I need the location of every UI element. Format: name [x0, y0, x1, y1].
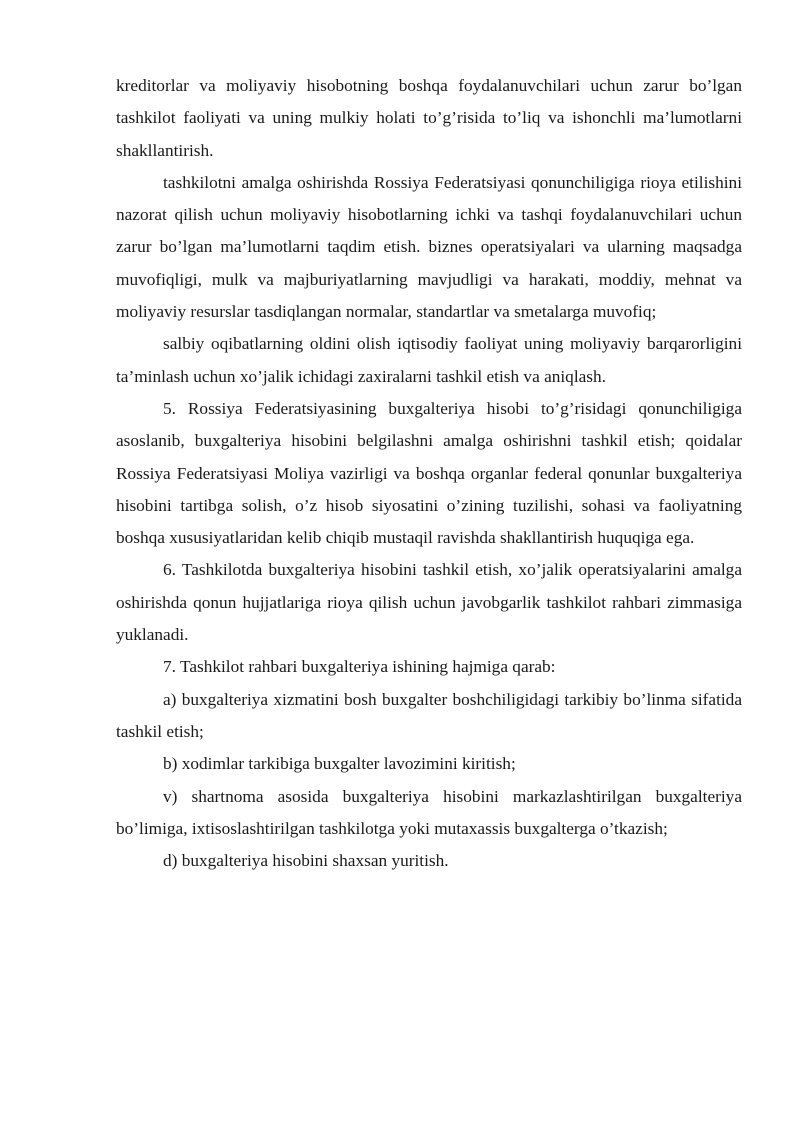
paragraph-item-6: 6. Tashkilotda buxgalteriya hisobini tashkil etish, xo’jalik operatsiyalarini amalga oshirishda qonun hujjatlariga rioya qilish uchun javobgarlik tashkilot rahbari zimmasiga yuklanadi. [116, 560, 742, 645]
paragraph-reserves: salbiy oqibatlarning oldini olish iqtisodiy faoliyat uning moliyaviy barqarorligini ta’minlash uchun xo’jalik ichidagi zaxiralarni tashkil etish va aniqlash. [116, 334, 742, 386]
list-item-d: d) buxgalteriya hisobini shaxsan yuritish. [163, 851, 449, 871]
list-item-a: a) buxgalteriya xizmatini bosh buxgalter boshchiligidagi tarkibiy bo’linma sifatida tashkil etish; [116, 689, 742, 741]
list-item-v: v) shartnoma asosida buxgalteriya hisobini markazlashtirilgan buxgalteriya bo’limiga, ixtisoslashtirilgan tashkilotga yoki mutaxassis buxgalterga o’tkazish; [116, 786, 742, 838]
list-item-b: b) xodimlar tarkibiga buxgalter lavozimini kiritish; [163, 754, 516, 774]
paragraph-item-5: 5. Rossiya Federatsiyasining buxgalteriya hisobi to’g’risidagi qonunchiligiga asoslanib, buxgalteriya hisobini belgilashni amalga oshirishni tashkil etish; qoidalar Rossiya Federatsiyasi Moliya vazirligi va boshqa organlar federal qonunlar buxgalteriya hisobini tartibga solish, o’z hisob siyosatini o’zining tuzilishi, sohasi va faoliyatning boshqa xususiyatlaridan kelib chiqib mustaqil ravishda shakllantirish huquqiga ega. [116, 398, 742, 548]
paragraph-control-purpose: tashkilotni amalga oshirishda Rossiya Federatsiyasi qonunchiligiga rioya etilishini nazorat qilish uchun moliyaviy hisobotlarning ichki va tashqi foydalanuvchilari uchun zarur bo’lgan ma’lumotlarni taqdim etish. biznes operatsiyalari va ularning maqsadga muvofiqligi, mulk va majburiyatlarning mavjudligi va harakati, moddiy, mehnat va moliyaviy resurslar tasdiqlangan normalar, standartlar va smetalarga muvofiq; [116, 172, 742, 322]
paragraph-continuation: kreditorlar va moliyaviy hisobotning boshqa foydalanuvchilari uchun zarur bo’lgan tashkilot faoliyati va uning mulkiy holati to’g’risida to’liq va ishonchli ma’lumotlarni shakllantirish. [116, 76, 742, 160]
paragraph-item-7: 7. Tashkilot rahbari buxgalteriya ishining hajmiga qarab: [163, 657, 556, 677]
document-page [116, 70, 742, 877]
